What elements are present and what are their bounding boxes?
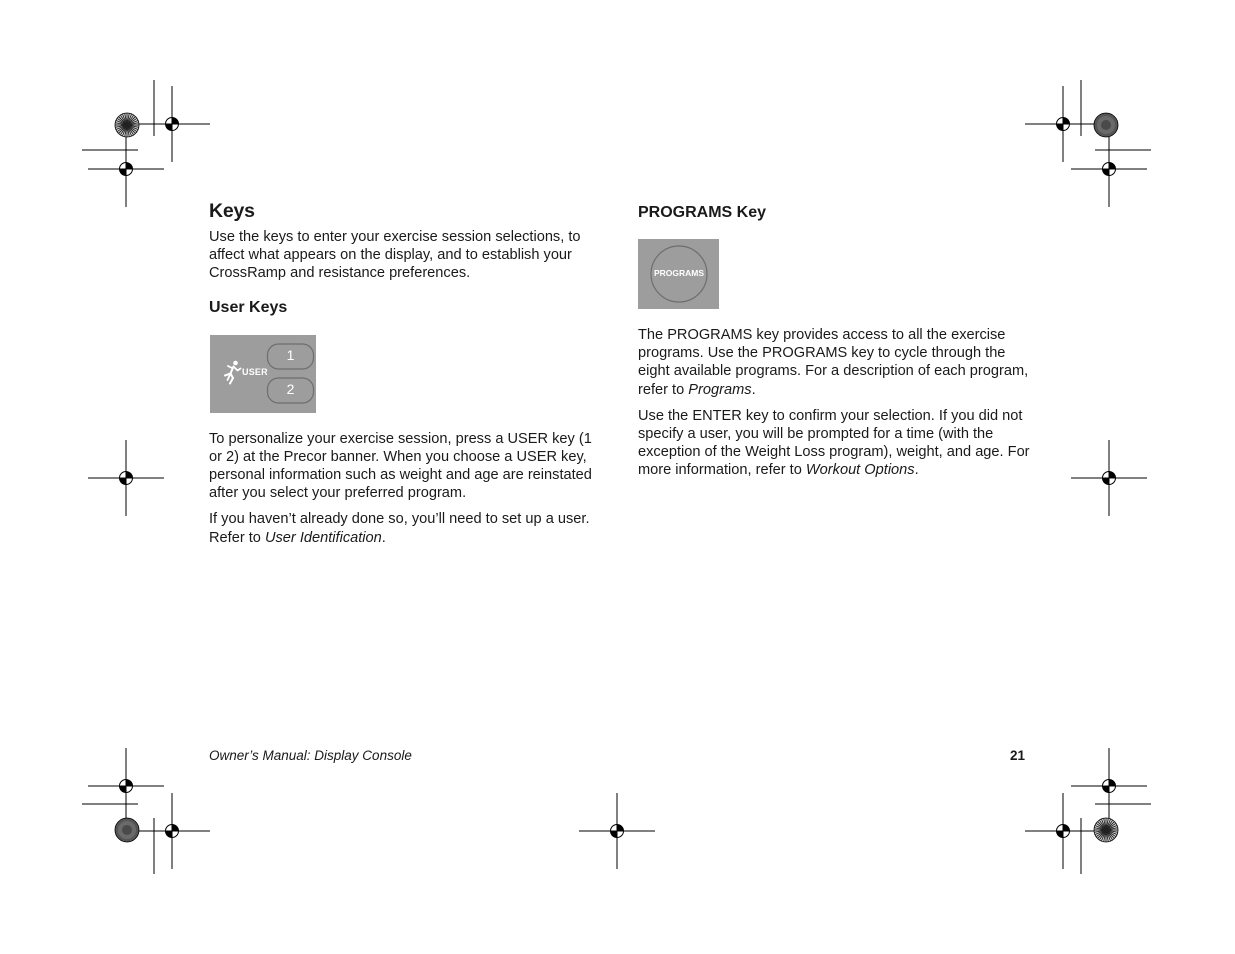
keys-intro: Use the keys to enter your exercise session selections, to affect what appears on the display, and to establish your CrossRamp and resistance preferences. — [209, 229, 581, 282]
user-keys-paragraph: To personalize your exercise session, press a USER key (1 or 2) at the Precor banner. When you choose a USER key, personal information such as weight and age are reinstated after you select your preferred program. — [209, 430, 592, 502]
programs-ref: Programs — [688, 381, 752, 398]
user-identification-ref: User Identification — [264, 529, 382, 546]
user-key-1: 1 — [286, 346, 295, 363]
programs-paragraph: The PROGRAMS key provides access to all the exercise programs. Use the PROGRAMS key to cycle through the eight available programs. For a description of each program, refer to Programs. — [638, 327, 1029, 398]
programs-key-heading: PROGRAMS Key — [638, 204, 767, 221]
user-key-2: 2 — [286, 380, 295, 397]
programs-key-image — [638, 239, 719, 309]
footer-title: Owner’s Manual: Display Console — [209, 748, 412, 763]
user-label: USER — [242, 366, 268, 377]
enter-key-paragraph: Use the ENTER key to confirm your selection. If you did not specify a user, you will be prompted for a time (with the exception of the Weight Loss program), weight, and age. For more information, refer to Workout Options. — [638, 407, 1030, 479]
right-column — [638, 200, 1033, 488]
left-column — [209, 200, 604, 555]
user-keys-image — [210, 335, 316, 413]
programs-label: PROGRAMS — [653, 268, 705, 278]
page-number: 21 — [1009, 748, 1025, 763]
user-setup-paragraph: If you haven’t already done so, you’ll need to set up a user. Refer to User Identification. — [209, 511, 590, 546]
keys-heading: Keys — [209, 200, 255, 222]
running-person-icon — [225, 360, 241, 383]
user-keys-heading: User Keys — [209, 298, 288, 316]
workout-options-ref: Workout Options — [805, 462, 915, 479]
